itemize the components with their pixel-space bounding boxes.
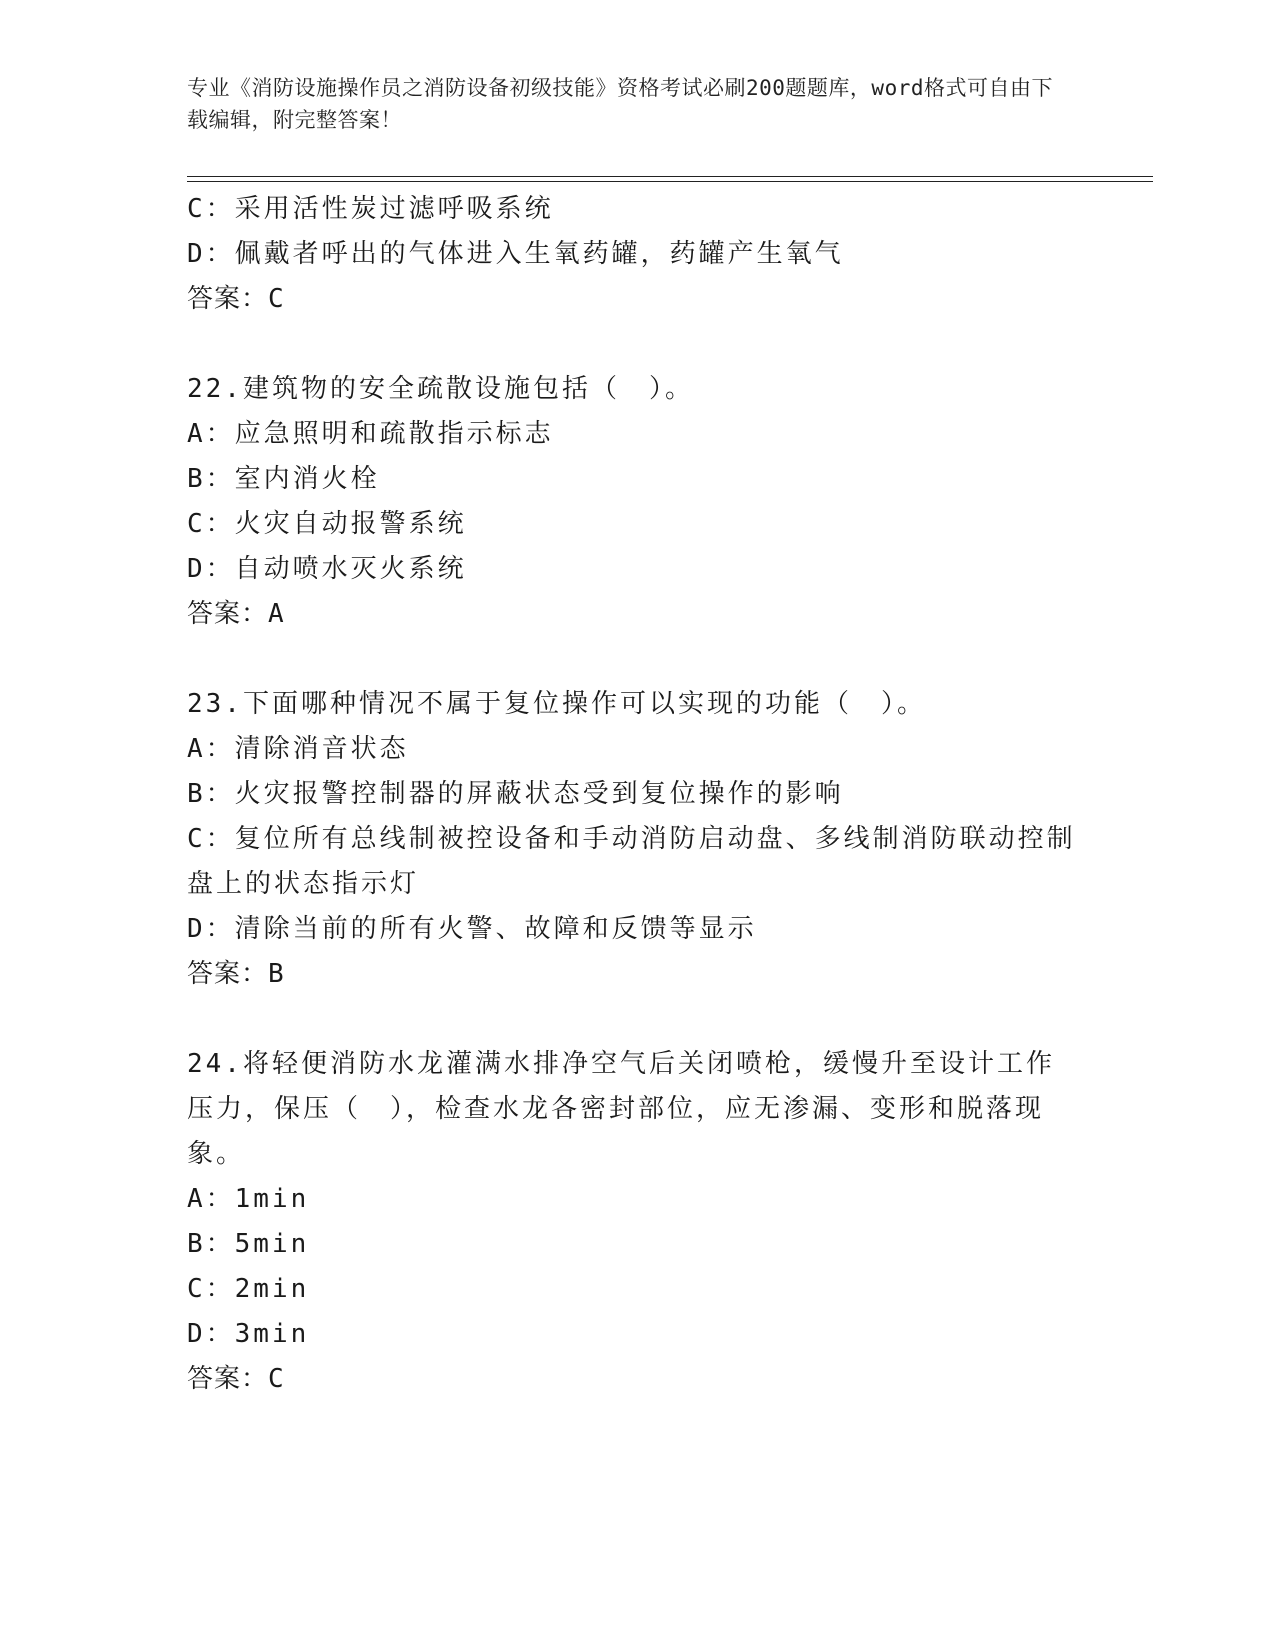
question-stem: 22.建筑物的安全疏散设施包括（ ）。	[187, 374, 694, 404]
header-divider-bottom	[187, 181, 1153, 182]
option-b: B：火灾报警控制器的屏蔽状态受到复位操作的影响	[187, 779, 844, 809]
question-22	[187, 367, 1077, 637]
header-text: 专业《消防设施操作员之消防设备初级技能》资格考试必刷200题题库，word格式可自由下载编辑，附完整答案！	[187, 76, 1053, 132]
option-b: B：5min	[187, 1229, 310, 1259]
option-c: C：采用活性炭过滤呼吸系统	[187, 194, 554, 224]
option-b: B：室内消火栓	[187, 464, 380, 494]
answer: 答案：A	[187, 599, 285, 629]
answer: 答案：B	[187, 959, 285, 989]
option-c: C：2min	[187, 1274, 310, 1304]
option-c: C：复位所有总线制被控设备和手动消防启动盘、多线制消防联动控制盘上的状态指示灯	[187, 824, 1076, 899]
spacer	[187, 637, 1077, 682]
option-a: A：应急照明和疏散指示标志	[187, 419, 554, 449]
question-stem: 23.下面哪种情况不属于复位操作可以实现的功能（ ）。	[187, 689, 926, 719]
spacer	[187, 997, 1077, 1042]
option-d: D：自动喷水灭火系统	[187, 554, 467, 584]
question-23	[187, 682, 1077, 997]
document-header	[187, 72, 1067, 136]
answer: 答案：C	[187, 284, 285, 314]
option-a: A：1min	[187, 1184, 310, 1214]
previous-question-tail	[187, 187, 1077, 322]
question-24	[187, 1042, 1077, 1402]
question-stem: 24.将轻便消防水龙灌满水排净空气后关闭喷枪，缓慢升至设计工作压力，保压（ ），检查水龙各密封部位，应无渗漏、变形和脱落现象。	[187, 1049, 1055, 1169]
option-d: D：3min	[187, 1319, 310, 1349]
option-c: C：火灾自动报警系统	[187, 509, 467, 539]
answer: 答案：C	[187, 1364, 285, 1394]
option-d: D：清除当前的所有火警、故障和反馈等显示	[187, 914, 757, 944]
spacer	[187, 322, 1077, 367]
header-divider-top	[187, 176, 1153, 177]
question-content	[187, 187, 1077, 1402]
option-d: D：佩戴者呼出的气体进入生氧药罐，药罐产生氧气	[187, 239, 844, 269]
option-a: A：清除消音状态	[187, 734, 409, 764]
